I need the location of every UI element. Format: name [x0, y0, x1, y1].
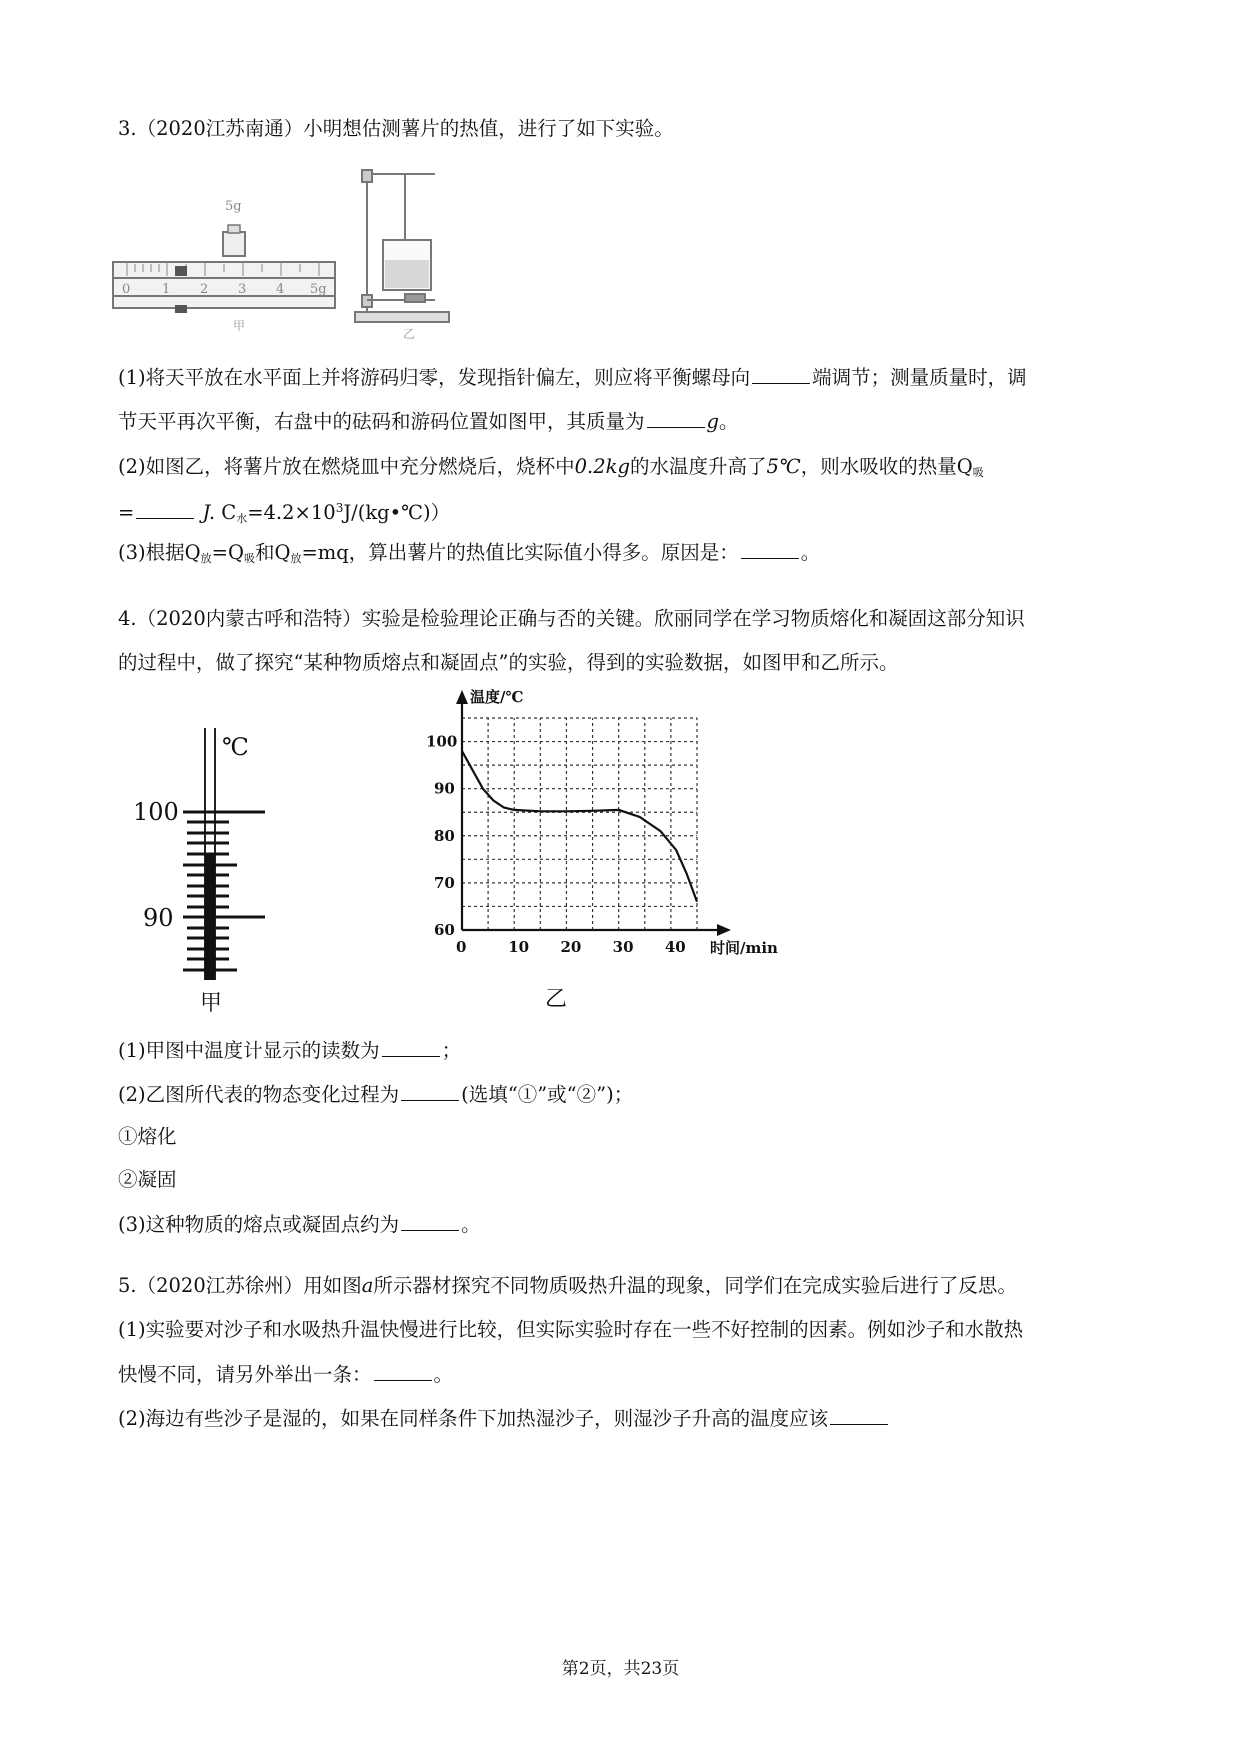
y-tick-label: 100	[426, 732, 458, 751]
thermometer-ticks	[183, 812, 265, 970]
subscript: 吸	[972, 466, 984, 479]
scale-tick: 5g	[310, 282, 327, 297]
q3-part2-line2: = J. $C_水=4.2\times 10^3J/(kg•℃)$）	[118, 494, 450, 533]
x-tick-label: 20	[560, 938, 582, 956]
answer-blank[interactable]	[830, 1404, 888, 1425]
text: =mq，算出薯片的热值比实际值小得多。原因是：	[301, 541, 739, 564]
scale-tick: 0	[122, 282, 131, 297]
thermometer-figure	[125, 720, 285, 1020]
text: 5.（2020江苏徐州）用如图	[118, 1274, 362, 1297]
text: 。	[800, 541, 821, 564]
q4-option1: ①熔化	[118, 1125, 177, 1148]
label-jia: 甲	[233, 319, 246, 333]
q5-part1-line1: (1)实验要对沙子和水吸热升温快慢进行比较，但实际实验时存在一些不好控制的因素。例如沙子和水散热	[118, 1318, 1024, 1341]
q3-part2-line1	[118, 453, 984, 487]
q3-part3	[118, 538, 820, 573]
text: (3)根据Q	[118, 541, 201, 564]
chart-axes	[456, 690, 731, 936]
text: ，则水吸收的热量Q	[800, 455, 973, 478]
q5-part2	[118, 1404, 890, 1433]
subscript: 放	[290, 552, 302, 565]
weight-label: 5g	[225, 199, 242, 214]
subscript: 吸	[243, 552, 255, 565]
superscript: 3	[335, 501, 344, 515]
text: 。	[461, 1213, 481, 1236]
cooling-curve-chart	[420, 680, 820, 1010]
answer-blank[interactable]	[374, 1360, 432, 1381]
q4-part3	[118, 1210, 481, 1239]
page-footer: 第2页，共23页	[561, 1659, 680, 1679]
y-tick-label: 60	[434, 921, 455, 939]
answer-blank[interactable]	[382, 1036, 440, 1057]
unit: g	[706, 410, 719, 433]
burner-stand	[355, 170, 449, 322]
x-axis-arrow	[717, 924, 731, 936]
q4-part1	[118, 1036, 461, 1065]
unit: J.	[202, 501, 216, 524]
x-axis-label: 时间/min	[710, 939, 778, 957]
scale-tick: 2	[200, 282, 209, 297]
label-90: 90	[143, 904, 174, 932]
text: (1)甲图中温度计显示的读数为	[118, 1039, 380, 1062]
text: 的水温度升高了	[629, 455, 767, 478]
unit: J/(kg•℃)	[343, 501, 431, 524]
rider	[175, 266, 187, 276]
answer-blank[interactable]	[401, 1210, 459, 1231]
text: =	[118, 501, 135, 524]
q3-stem: 3.（2020江苏南通）小明想估测薯片的热值，进行了如下实验。	[118, 117, 674, 140]
mass-value: 0.2kg	[574, 455, 630, 478]
text: (2)乙图所代表的物态变化过程为	[118, 1083, 400, 1106]
text: (2)如图乙，将薯片放在燃烧皿中充分燃烧后，烧杯中	[118, 455, 575, 478]
q3-figure	[105, 160, 450, 340]
figure-ref: a	[361, 1274, 374, 1297]
subscript: 水	[236, 512, 248, 525]
answer-blank[interactable]	[752, 363, 810, 384]
label-yi: 乙	[403, 327, 416, 340]
unit-label: ℃	[222, 733, 249, 761]
text: 和Q	[254, 541, 291, 564]
scale-tick: 1	[162, 282, 171, 297]
chart-ticks	[426, 733, 686, 956]
text: 端调节；测量质量时，调	[812, 366, 1027, 389]
x-tick-label: 0	[456, 938, 467, 956]
series-line	[462, 751, 697, 902]
text: =4.2×10	[247, 501, 336, 524]
text: 快慢不同，请另外举出一条：	[118, 1363, 372, 1386]
text: 所示器材探究不同物质吸热升温的现象，同学们在完成实验后进行了反思。	[373, 1274, 1017, 1297]
weight-5g	[223, 232, 245, 256]
y-tick-label: 80	[434, 826, 455, 845]
y-axis-label: 温度/℃	[470, 688, 524, 706]
q3-part1-line1	[118, 363, 1027, 392]
x-tick-label: 30	[612, 938, 634, 956]
x-tick-label: 40	[664, 938, 686, 956]
text: (选填“①”或“②”)；	[461, 1083, 634, 1106]
scale-tick: 3	[238, 282, 247, 297]
q5-part1-line2	[118, 1360, 453, 1389]
text: ；	[441, 1039, 462, 1062]
text: (2)海边有些沙子是湿的，如果在同样条件下加热湿沙子，则湿沙子升高的温度应该	[118, 1407, 829, 1430]
answer-blank[interactable]	[647, 407, 705, 428]
answer-blank[interactable]	[136, 498, 194, 519]
answer-blank[interactable]	[741, 538, 799, 559]
q5-stem	[118, 1272, 1017, 1300]
answer-blank[interactable]	[401, 1080, 459, 1101]
y-tick-label: 70	[434, 873, 455, 892]
y-tick-label: 90	[434, 779, 455, 798]
text: =Q	[211, 541, 244, 564]
text: (1)将天平放在水平面上并将游码归零，发现指针偏左，则应将平衡螺母向	[118, 366, 751, 389]
q4-stem-line2: 的过程中，做了探究“某种物质熔点和凝固点”的实验，得到的实验数据，如图甲和乙所示。	[118, 651, 899, 674]
temp-value: 5℃	[766, 455, 801, 478]
scale-tick: 4	[276, 282, 285, 297]
q4-option2: ②凝固	[118, 1168, 177, 1191]
text: 。	[719, 410, 739, 433]
text: (3)这种物质的熔点或凝固点约为	[118, 1213, 400, 1236]
x-tick-label: 10	[508, 938, 530, 956]
text: 节天平再次平衡，右盘中的砝码和游码位置如图甲，其质量为	[118, 410, 645, 433]
subscript: 放	[200, 552, 212, 565]
chart-grid	[462, 718, 697, 930]
text: 。	[433, 1363, 454, 1386]
q4-stem-line1: 4.（2020内蒙古呼和浩特）实验是检验理论正确与否的关键。欣丽同学在学习物质熔化和凝固这部分知识	[118, 607, 1025, 630]
q4-part2	[118, 1080, 633, 1109]
label-100: 100	[133, 798, 179, 826]
text: C	[221, 501, 237, 524]
y-axis-arrow	[456, 690, 468, 704]
caption-jia: 甲	[200, 991, 223, 1016]
caption-yi: 乙	[545, 987, 568, 1010]
q3-part1-line2	[118, 407, 739, 436]
